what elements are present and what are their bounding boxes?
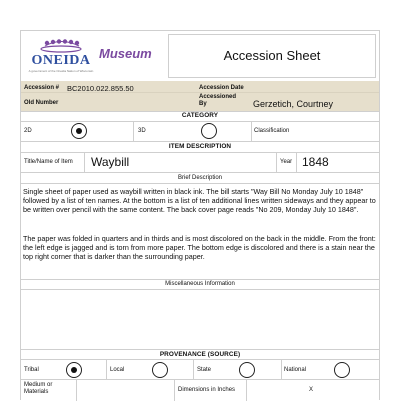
- local-label: Local: [110, 367, 125, 373]
- oneida-wordmark: ONEIDA: [31, 53, 91, 68]
- item-title-value[interactable]: Waybill: [91, 155, 130, 169]
- year-value[interactable]: 1848: [302, 155, 329, 169]
- national-label: National: [284, 367, 307, 373]
- old-number-value[interactable]: [67, 98, 187, 107]
- category-heading: CATEGORY: [181, 112, 219, 119]
- provenance-heading: PROVENANCE (SOURCE): [159, 351, 241, 358]
- item-description-heading: ITEM DESCRIPTION: [168, 143, 232, 150]
- dimensions-separator: X: [309, 387, 314, 393]
- year-label: Year: [280, 159, 293, 165]
- description-paragraph-1: Single sheet of paper used as waybill written in black ink. The bill starts "Way Bill No Monday July 10 1848" followed by a list of ten names. At the bottom is a list of ten additional lines written sideways and they appear to be written over pencil with the same content. The back cover page reads "No 209, Monday July 10 1848".: [23, 187, 376, 215]
- accession-number-label: Accession #: [24, 85, 60, 91]
- oneida-tagline: A government of the Oneida Nation of Wisconsin: [28, 69, 94, 73]
- accessioned-by-value[interactable]: Gerzetich, Courtney: [253, 99, 334, 109]
- title-box: [168, 34, 376, 78]
- radio-selected-dot: [76, 128, 82, 134]
- tribal-label: Tribal: [24, 367, 39, 373]
- misc-information-field[interactable]: [21, 290, 379, 349]
- radio-selected-dot: [71, 367, 77, 373]
- state-radio[interactable]: [239, 362, 255, 378]
- medium-materials-label: Medium or Materials: [24, 382, 53, 395]
- accession-number-value: BC2010.022.855.50: [67, 84, 134, 93]
- accession-date-label: Accession Date: [199, 85, 244, 91]
- old-number-label: Old Number: [24, 100, 59, 106]
- accession-sheet: [20, 30, 380, 400]
- local-radio[interactable]: [152, 362, 168, 378]
- classification-label: Classification: [254, 128, 290, 134]
- oneida-logo: [23, 35, 99, 81]
- page-title: Accession Sheet: [223, 48, 321, 63]
- medium-materials-field[interactable]: [77, 380, 173, 400]
- national-radio[interactable]: [334, 362, 350, 378]
- title-name-label: Title/Name of Item: [24, 159, 73, 165]
- category-2d-label: 2D: [24, 128, 32, 134]
- dimensions-label: Dimensions in Inches: [178, 387, 236, 393]
- category-3d-label: 3D: [138, 128, 146, 134]
- category-2d-radio[interactable]: [71, 123, 87, 139]
- category-3d-radio[interactable]: [201, 123, 217, 139]
- description-paragraph-2: The paper was folded in quarters and in thirds and is most discolored on the back in the middle. From the front: the left edge is jagged and is torn from more paper. The bottom edge is discolored and there is a stain near the top right corner that is darker than the surrounding paper.: [23, 234, 376, 262]
- brief-description-label: Brief Description: [177, 175, 222, 181]
- misc-information-label: Miscellaneous Information: [165, 281, 235, 287]
- museum-label: Museum: [99, 46, 152, 61]
- tribal-radio[interactable]: [66, 362, 82, 378]
- accessioned-by-label: Accessioned By: [199, 94, 237, 107]
- oneida-logo-mark: [23, 35, 99, 53]
- state-label: State: [197, 367, 212, 373]
